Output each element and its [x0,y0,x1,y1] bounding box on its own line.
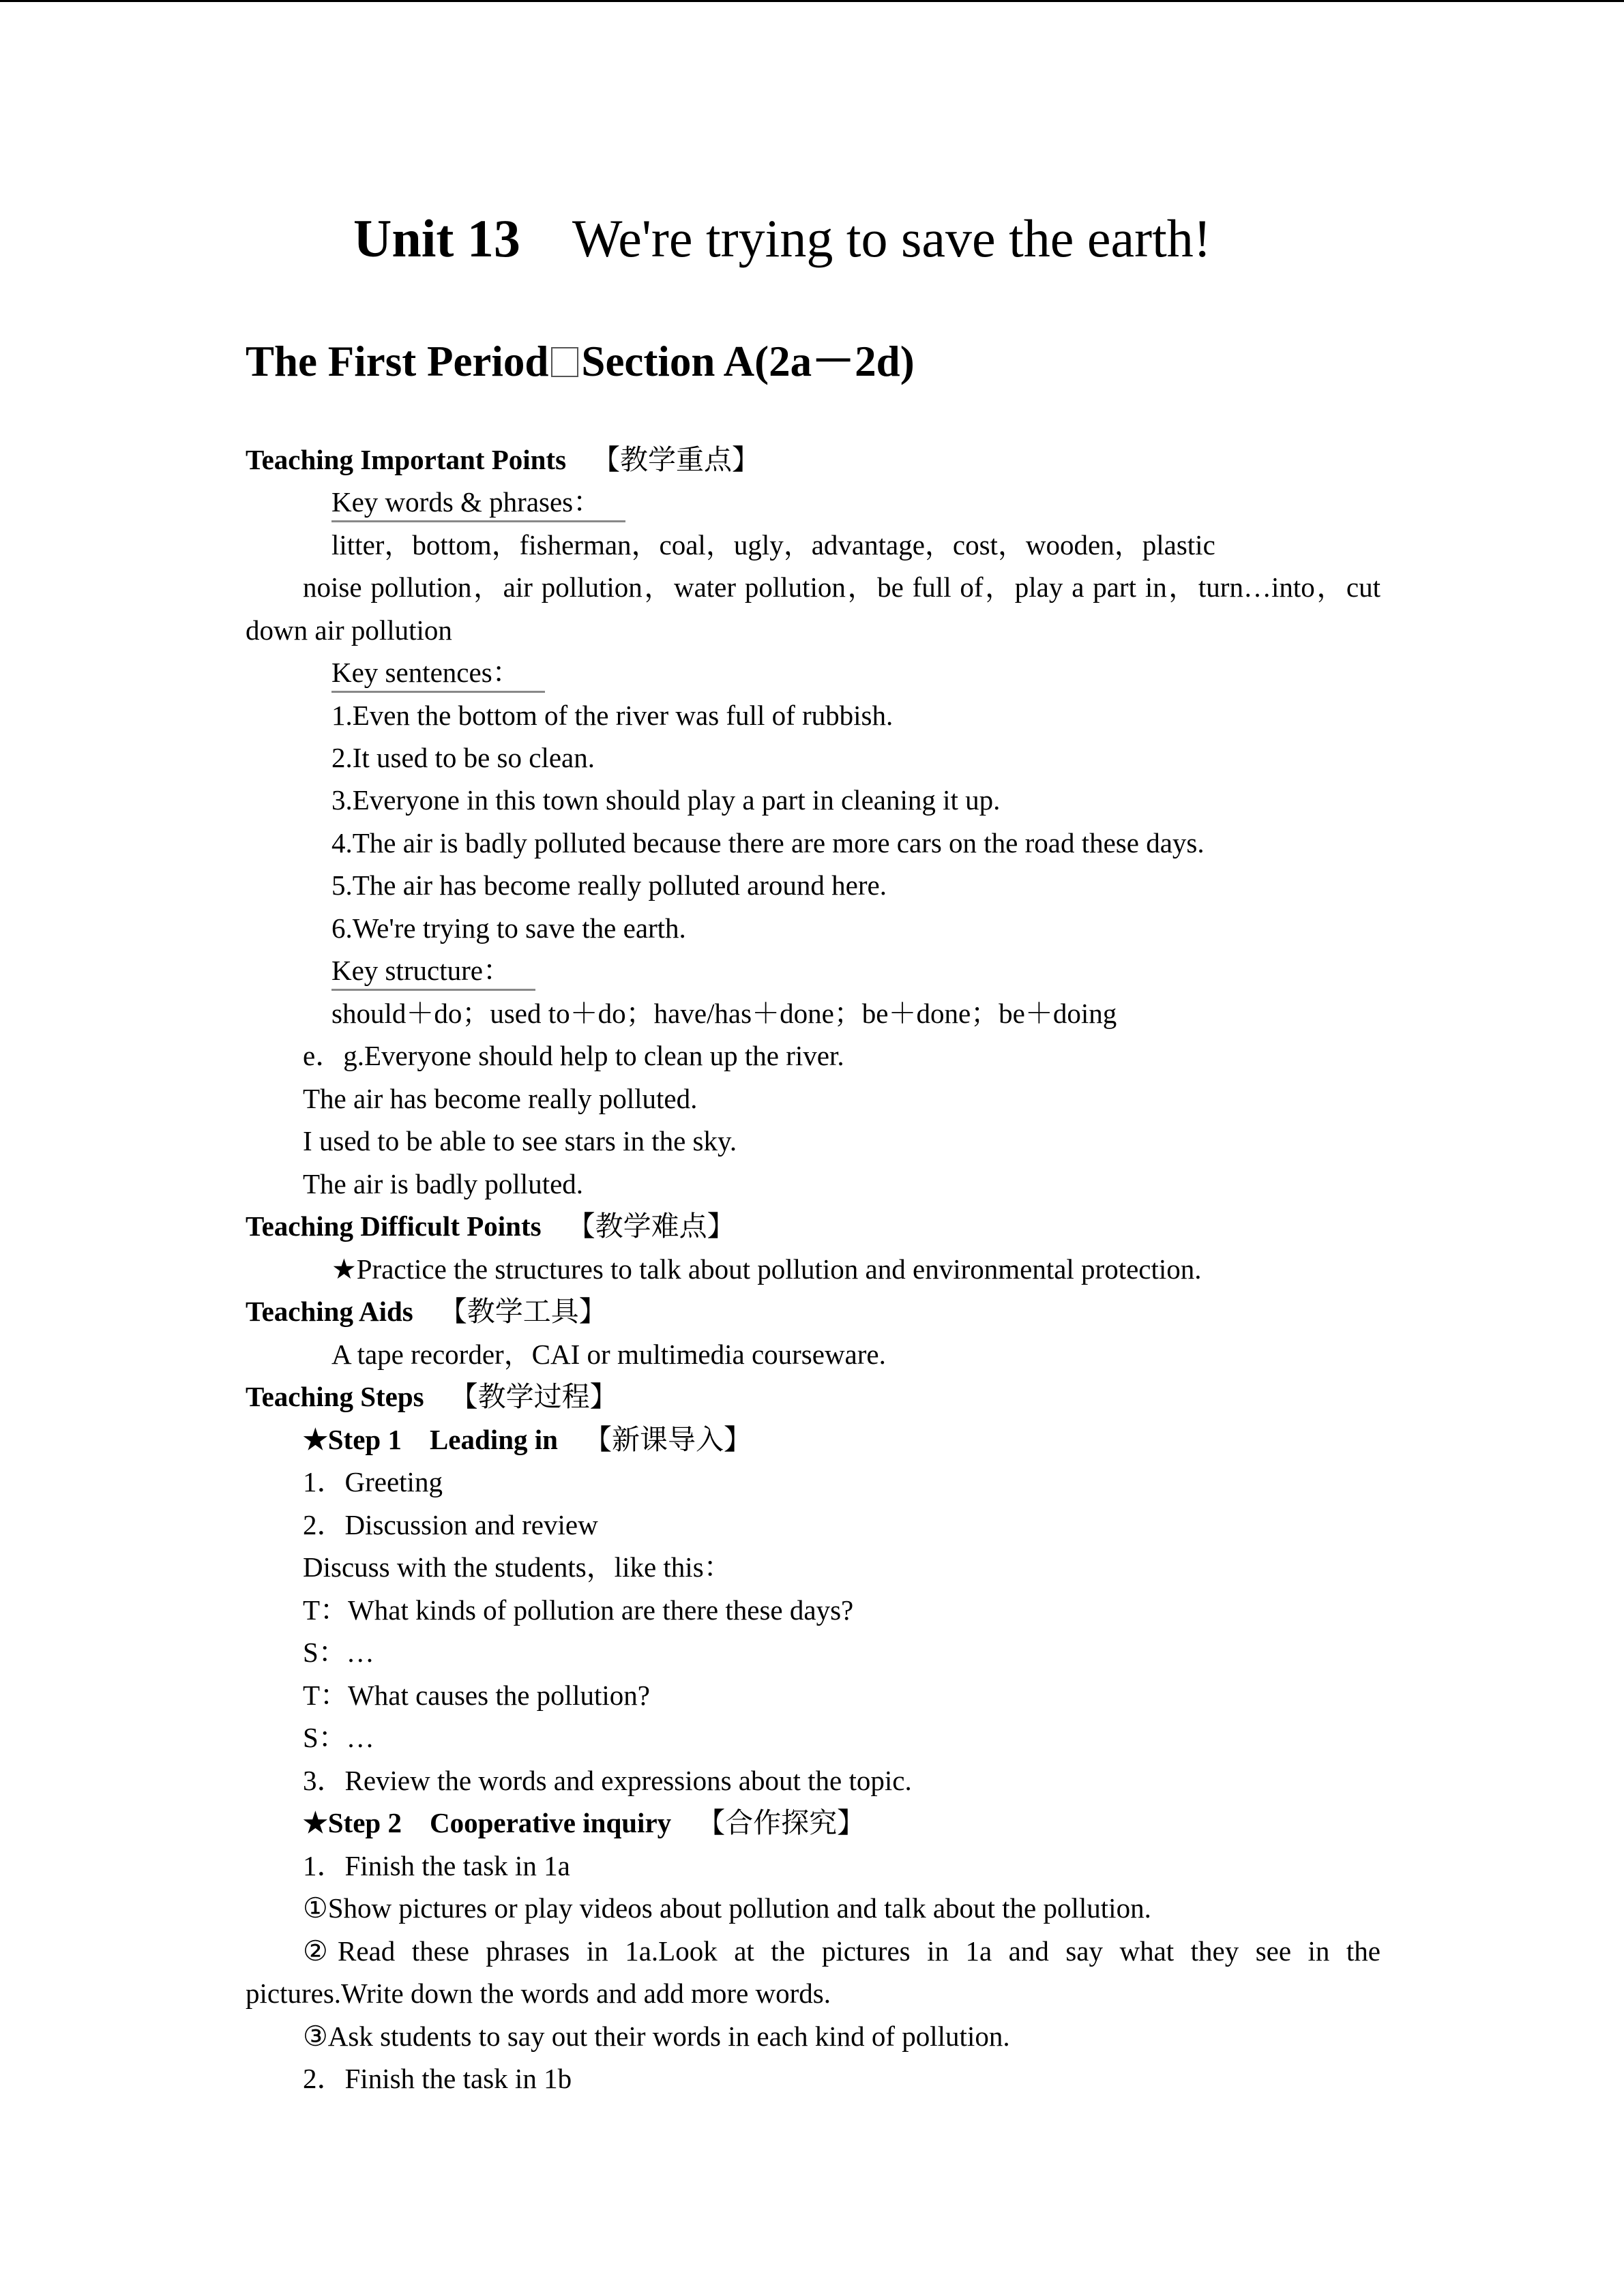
aids-heading-text: Teaching Aids [246,1296,413,1327]
sentence-item: 6.We're trying to save the earth. [331,912,686,944]
important-heading-cn: 【教学重点】 [592,444,761,475]
key-words-label-text: Key words & phrases： [331,483,625,522]
key-sentences-label [331,651,545,694]
key-sentences-label-text: Key sentences： [331,654,545,693]
example-line: The air is badly polluted. [303,1168,584,1199]
important-points-heading [246,438,760,481]
example-line: The air has become really polluted. [303,1083,698,1114]
step1-line: S：… [303,1722,374,1753]
period-part1: The First Period [246,338,549,385]
step2-title-cn: 【合作探究】 [697,1807,866,1838]
missing-glyph-box [551,347,578,377]
difficult-points-text: ★Practice the structures to talk about pollution and environmental protection. [331,1253,1202,1285]
key-phrases-line: noise pollution，air pollution，water pollution，be full of，play a part in，turn…into，cut [303,571,1381,603]
key-words-line: litter，bottom，fisherman，coal，ugly，advantage，cost，wooden，plastic [331,529,1215,561]
key-phrases-line-cont: down air pollution [246,614,452,646]
key-structure-label-text: Key structure： [331,952,535,991]
step1-line: T：What causes the pollution? [303,1680,650,1711]
teaching-aids-heading [246,1290,607,1332]
period-title [246,331,915,391]
period-part2: Section A(2a－2d) [581,338,915,385]
step1-title: ★Step 1 Leading in [303,1424,558,1455]
step2-heading [303,1802,865,1844]
sentence-item: 1.Even the bottom of the river was full of rubbish. [331,700,894,731]
step1-line: Discuss with the students，like this： [303,1551,732,1583]
step2-line: ①Show pictures or play videos about pollution and talk about the pollution. [303,1892,1151,1924]
unit-title-text: We're trying to save the earth! [572,209,1211,268]
step1-heading [303,1418,752,1461]
difficult-points-heading [246,1205,735,1247]
step2-line-cont: pictures.Write down the words and add more words. [246,1978,831,2009]
step1-line: 1．Greeting [303,1466,443,1497]
teaching-aids-text: A tape recorder，CAI or multimedia courseware. [331,1339,886,1370]
unit-title [353,205,1211,273]
step2-line: 1．Finish the task in 1a [303,1850,570,1881]
aids-heading-cn: 【教学工具】 [439,1296,607,1327]
key-words-label [331,481,625,523]
example-line: e．g.Everyone should help to clean up the river. [303,1040,844,1071]
step1-line: 2．Discussion and review [303,1509,598,1540]
sentence-item: 2.It used to be so clean. [331,742,595,773]
important-heading-text: Teaching Important Points [246,444,567,475]
structure-line: should＋do；used to＋do；have/has＋done；be＋done；be＋doing [331,998,1117,1029]
step1-line: 3．Review the words and expressions about the topic. [303,1765,912,1796]
sentence-item: 3.Everyone in this town should play a part in cleaning it up. [331,784,1001,816]
difficult-heading-text: Teaching Difficult Points [246,1210,542,1242]
step1-line: T：What kinds of pollution are there these days? [303,1594,854,1626]
sentence-item: 5.The air has become really polluted around here. [331,869,887,901]
step1-title-cn: 【新课导入】 [583,1424,752,1455]
step2-line-justified: ②Read these phrases in 1a.Look at the pictures in 1a and say what they see in the [303,1935,1381,1967]
step2-title: ★Step 2 Cooperative inquiry [303,1807,672,1838]
step1-line: S：… [303,1637,374,1668]
difficult-heading-cn: 【教学难点】 [567,1210,735,1242]
example-line: I used to be able to see stars in the sky. [303,1125,737,1157]
steps-heading-cn: 【教学过程】 [449,1381,618,1412]
unit-number: Unit 13 [353,209,520,268]
step2-line: 2．Finish the task in 1b [303,2063,572,2094]
steps-heading-text: Teaching Steps [246,1381,424,1412]
step2-line: ③Ask students to say out their words in each kind of pollution. [303,2021,1010,2052]
key-structure-label [331,949,535,992]
teaching-steps-heading [246,1375,618,1418]
sentence-item: 4.The air is badly polluted because there are more cars on the road these days. [331,827,1205,859]
